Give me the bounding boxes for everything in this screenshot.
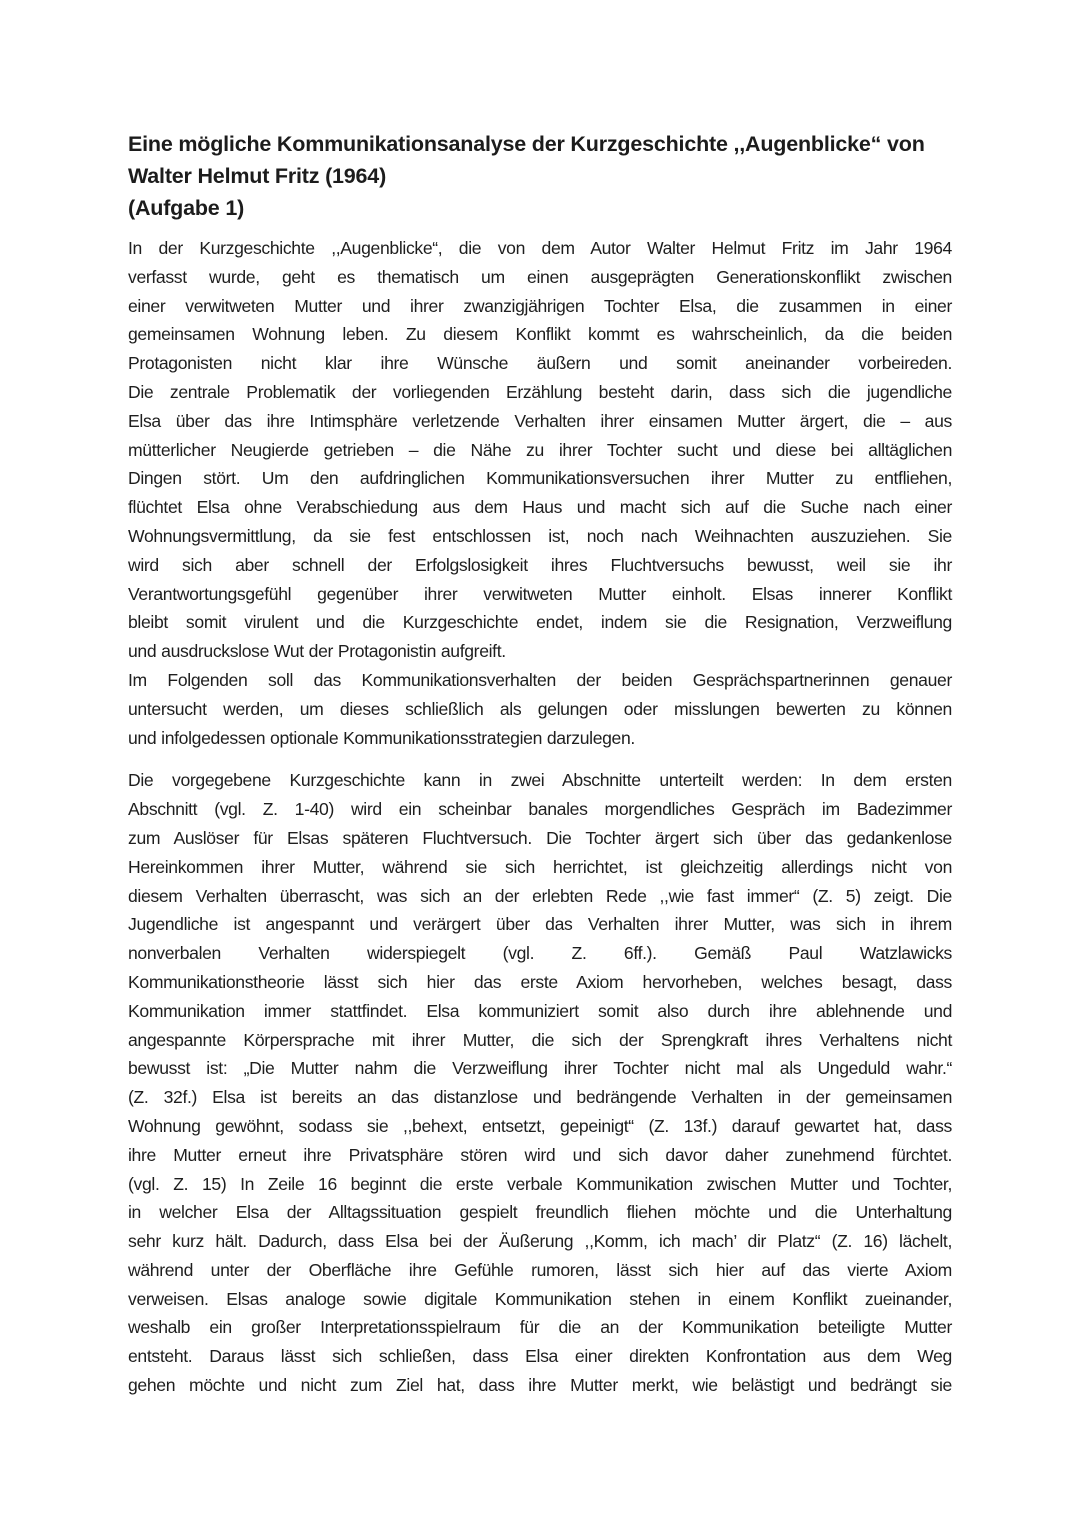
text-line: Protagonisten nicht klar ihre Wünsche äußern und somit aneinander vorbeireden.: [128, 353, 952, 374]
text-line: und ausdruckslose Wut der Protagonistin aufgreift.: [128, 641, 506, 662]
text-line: entsteht. Daraus lässt sich schließen, dass Elsa einer direkten Konfrontation aus dem Weg: [128, 1346, 952, 1367]
text-line: verfasst wurde, geht es thematisch um einen ausgeprägten Generationskonflikt zwischen: [128, 266, 952, 287]
text-line: Jugendliche ist angespannt und verärgert über das Verhalten ihrer Mutter, was sich in ihrem: [128, 914, 952, 935]
text-line: und infolgedessen optionale Kommunikationsstrategien darzulegen.: [128, 727, 635, 748]
text-line: Abschnitt (vgl. Z. 1-40) wird ein scheinbar banales morgendliches Gespräch im Badezimmer: [128, 799, 952, 820]
text-line: zum Auslöser für Elsas späteren Fluchtversuch. Die Tochter ärgert sich über das gedankenlose: [128, 827, 952, 848]
text-line: (Z. 32f.) Elsa ist bereits an das distanzlose und bedrängende Verhalten in der gemeinsamen: [128, 1087, 952, 1108]
text-line: mütterlicher Neugierde getrieben – die Nähe zu ihrer Tochter sucht und diese bei alltäglichen: [128, 439, 952, 460]
text-line: Verantwortungsgefühl gegenüber ihrer verwitweten Mutter einholt. Elsas innerer Konflikt: [128, 583, 952, 604]
text-line: (vgl. Z. 15) In Zeile 16 beginnt die erste verbale Kommunikation zwischen Mutter und Tochter,: [128, 1173, 952, 1194]
text-line: nonverbalen Verhalten widerspiegelt (vgl. Z. 6ff.). Gemäß Paul Watzlawicks: [128, 943, 952, 964]
text-line: Wohnung gewöhnt, sodass sie ,,behext, entsetzt, gepeinigt“ (Z. 13f.) darauf gewartet hat, dass: [128, 1115, 952, 1136]
text-line: einer verwitweten Mutter und ihrer zwanzigjährigen Tochter Elsa, die zusammen in einer: [128, 295, 952, 316]
document-title: [128, 128, 952, 224]
text-line: in welcher Elsa der Alltagssituation gespielt freundlich fliehen möchte und die Unterhaltung: [128, 1202, 952, 1223]
text-line: bleibt somit virulent und die Kurzgeschichte endet, indem sie die Resignation, Verzweiflung: [128, 612, 952, 633]
text-line: verweisen. Elsas analoge sowie digitale Kommunikation stehen in einem Konflikt zueinander,: [128, 1288, 952, 1309]
text-line: In der Kurzgeschichte ,,Augenblicke“, die von dem Autor Walter Helmut Fritz im Jahr 1964: [128, 238, 952, 258]
text-line: Wohnungsvermittlung, da sie fest entschlossen ist, noch nach Weihnachten auszuziehen. Sie: [128, 525, 952, 546]
text-line: angespannte Körpersprache mit ihrer Mutter, die sich der Sprengkraft ihres Verhaltens nicht: [128, 1029, 952, 1050]
text-line: diesem Verhalten überrascht, was sich an der erlebten Rede ,,wie fast immer“ (Z. 5) zeigt. Die: [128, 885, 952, 906]
text-line: flüchtet Elsa ohne Verabschiedung aus dem Haus und macht sich auf die Suche nach einer: [128, 497, 952, 518]
text-line: gemeinsamen Wohnung leben. Zu diesem Konflikt kommt es wahrscheinlich, da die beiden: [128, 324, 952, 345]
paragraph-introduction: [128, 234, 952, 666]
text-line: untersucht werden, um dieses schließlich als gelungen oder misslungen bewerten zu können: [128, 698, 952, 719]
text-line: sehr kurz hält. Dadurch, dass Elsa bei der Äußerung ,,Komm, ich mach’ dir Platz“ (Z. 16) lächelt,: [128, 1231, 952, 1252]
text-line: Hereinkommen ihrer Mutter, während sie sich herrichtet, ist gleichzeitig allerdings nicht von: [128, 856, 952, 877]
paragraph-analysis: [128, 766, 952, 1400]
title-line: Eine mögliche Kommunikationsanalyse der Kurzgeschichte ,,Augenblicke“ von: [128, 132, 925, 156]
text-line: Dingen stört. Um den aufdringlichen Kommunikationsversuchen ihrer Mutter zu entfliehen,: [128, 468, 952, 489]
text-line: Die vorgegebene Kurzgeschichte kann in zwei Abschnitte unterteilt werden: In dem ersten: [128, 770, 952, 791]
text-line: wird sich aber schnell der Erfolgslosigkeit ihres Fluchtversuchs bewusst, weil sie ihr: [128, 554, 952, 575]
text-line: Kommunikation immer stattfindet. Elsa kommuniziert somit also durch ihre ablehnende und: [128, 1000, 952, 1021]
text-line: Im Folgenden soll das Kommunikationsverhalten der beiden Gesprächspartnerinnen genauer: [128, 669, 952, 690]
text-line: Die zentrale Problematik der vorliegenden Erzählung besteht darin, dass sich die jugendliche: [128, 381, 952, 402]
title-line: (Aufgabe 1): [128, 196, 245, 220]
text-line: während unter der Oberfläche ihre Gefühle rumoren, lässt sich hier auf das vierte Axiom: [128, 1259, 952, 1280]
text-line: Elsa über das ihre Intimsphäre verletzende Verhalten ihrer einsamen Mutter ärgert, die – aus: [128, 410, 952, 431]
text-line: bewusst ist: „Die Mutter nahm die Verzweiflung ihrer Tochter nicht mal als Ungeduld wahr.“: [128, 1058, 952, 1079]
text-line: gehen möchte und nicht zum Ziel hat, dass ihre Mutter merkt, wie belästigt und bedrängt sie: [128, 1375, 952, 1396]
text-line: Kommunikationstheorie lässt sich hier das erste Axiom hervorheben, welches besagt, dass: [128, 971, 952, 992]
text-line: weshalb ein großer Interpretationsspielraum für die an der Kommunikation beteiligte Mutter: [128, 1317, 952, 1338]
title-line: Walter Helmut Fritz (1964): [128, 164, 387, 188]
text-line: ihre Mutter erneut ihre Privatsphäre stören wird und sich davor daher zunehmend fürchtet.: [128, 1144, 952, 1165]
document-page: [128, 128, 952, 1400]
paragraph-objective: [128, 666, 952, 752]
